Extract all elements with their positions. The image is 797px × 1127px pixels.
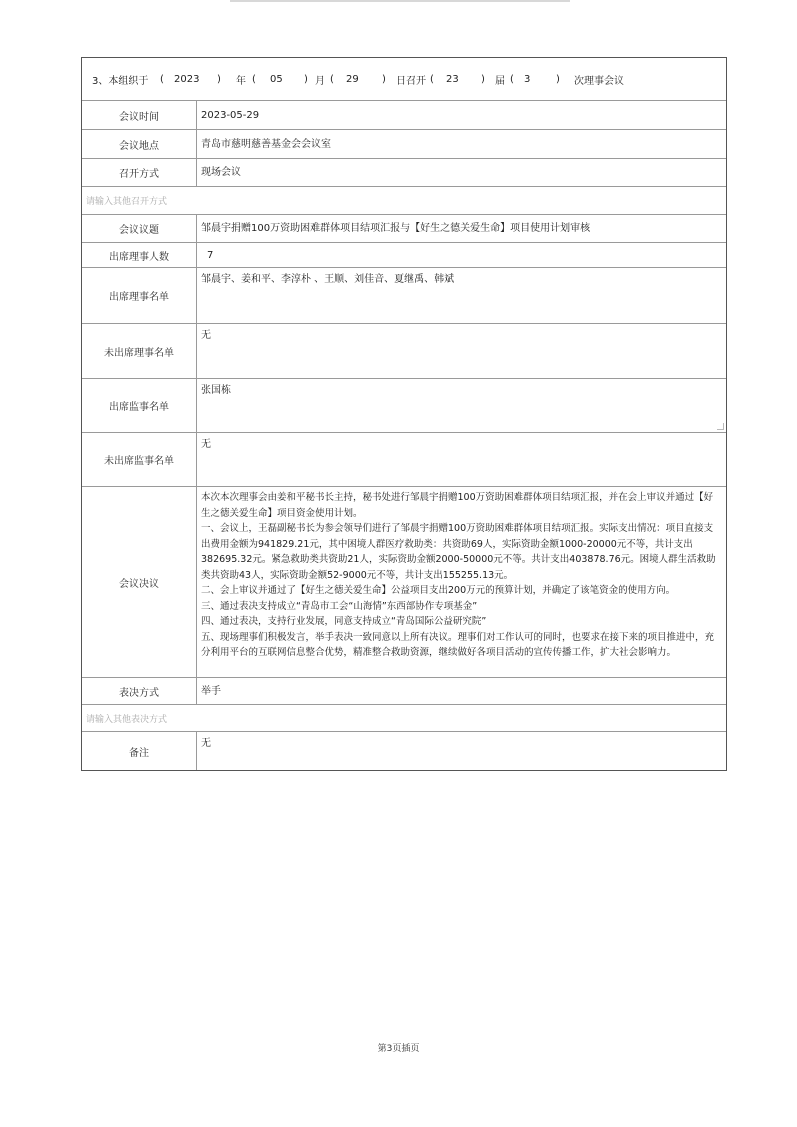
close-paren: ): [217, 73, 221, 85]
resolution-paragraph: 二、会上审议并通过了【好生之德关爱生命】公益项目支出200万元的预算计划，并确定了该笔资金的使用方向。: [201, 585, 676, 596]
row-remarks: [82, 732, 726, 770]
value-meeting-place[interactable]: 青岛市慈明慈善基金会会议室: [201, 138, 331, 150]
label-meeting-place: 会议地点: [82, 130, 197, 158]
other-vote-input[interactable]: 请输入其他表决方式: [86, 714, 168, 725]
row-meeting-topic: [82, 215, 726, 243]
row-absent-directors: [82, 324, 726, 379]
session-unit: 届: [495, 75, 505, 87]
row-resolution: [82, 487, 726, 678]
value-meeting-method[interactable]: 现场会议: [201, 167, 241, 178]
month-unit: 月: [315, 75, 325, 87]
label-present-directors: 出席理事名单: [82, 268, 197, 323]
year-unit: 年: [236, 75, 246, 87]
resolution-paragraph: 一、会议上，王磊副秘书长为参会领导们进行了邹晨宇捐赠100万资助困难群体项目结项汇报。实际支出情况：项目直接支出费用金额为941829.21元，其中困境人群医疗救助类：共资助69人，实际资助金额1000-20000元不等，共计支出382695.32元。紧急救助类共资助21人，实际资助金额2000-50000元不等。共计支出403878.76元。困境人群生活救助类共资助43人，实际资助金额52-9000元不等，共计支出155255.13元。: [201, 523, 716, 581]
label-present-supervisors: 出席监事名单: [82, 379, 197, 432]
label-meeting-method: 召开方式: [82, 159, 197, 186]
resolution-paragraph: 本次本次理事会由姜和平秘书长主持，秘书处进行邹晨宇捐赠100万资助困难群体项目结项汇报，并在会上审议并通过【好生之德关爱生命】项目资金使用计划。: [201, 492, 714, 519]
label-absent-directors: 未出席理事名单: [82, 324, 197, 378]
row-meeting-method: [82, 159, 726, 187]
header-prefix: 3、本组织于: [92, 75, 149, 87]
value-meeting-topic[interactable]: 邹晨宇捐赠100万资助困难群体项目结项汇报与【好生之德关爱生命】项目使用计划审核: [201, 223, 591, 234]
row-director-count: [82, 243, 726, 268]
label-resolution: 会议决议: [82, 487, 197, 677]
scan-shadow-top: [230, 0, 570, 2]
value-absent-supervisors[interactable]: 无: [201, 439, 211, 450]
meeting-header-row: [82, 58, 726, 101]
meeting-unit: 次理事会议: [574, 75, 624, 87]
row-absent-supervisors: [82, 433, 726, 487]
value-present-directors[interactable]: 邹晨宇、姜和平、李淳朴 、王顺、刘佳音、夏继禹、韩斌: [201, 274, 455, 285]
value-director-count[interactable]: 7: [207, 249, 214, 261]
meeting-year: 2023: [174, 73, 200, 85]
value-present-supervisors[interactable]: 张国栋: [201, 385, 231, 396]
page-footer: 第3页插页: [377, 1044, 420, 1054]
value-remarks[interactable]: 无: [201, 738, 211, 749]
open-paren: (: [510, 73, 514, 85]
row-other-method: [82, 187, 726, 215]
meeting-number: 3: [524, 73, 531, 85]
row-meeting-place: [82, 130, 726, 159]
resolution-paragraph: 四、通过表决，支持行业发展，同意支持成立“青岛国际公益研究院”: [201, 616, 487, 627]
open-paren: (: [160, 73, 164, 85]
day-unit: 日召开: [396, 75, 426, 87]
meeting-session: 23: [446, 73, 459, 85]
close-paren: ): [382, 73, 386, 85]
row-present-supervisors: [82, 379, 726, 433]
close-paren: ): [556, 73, 560, 85]
close-paren: ): [481, 73, 485, 85]
row-vote-method: [82, 678, 726, 705]
value-resolution[interactable]: [198, 487, 726, 677]
label-vote-method: 表决方式: [82, 678, 197, 704]
label-remarks: 备注: [82, 732, 197, 770]
label-meeting-time: 会议时间: [82, 101, 197, 129]
open-paren: (: [430, 73, 434, 85]
resolution-paragraph: 五、现场理事们积极发言，举手表决一致同意以上所有决议。理事们对工作认可的同时，也要求在接下来的项目推进中，充分利用平台的互联网信息整合优势，精准整合救助资源，继续做好各项目活动的宣传传播工作，扩大社会影响力。: [201, 631, 715, 658]
meeting-record-table: [81, 57, 727, 771]
meeting-day: 29: [346, 73, 359, 85]
row-meeting-time: [82, 101, 726, 130]
row-present-directors: [82, 268, 726, 324]
open-paren: (: [330, 73, 334, 85]
value-vote-method[interactable]: 举手: [201, 685, 221, 697]
resize-handle-icon[interactable]: [717, 423, 724, 430]
value-meeting-time[interactable]: 2023-05-29: [201, 109, 260, 121]
close-paren: ): [304, 73, 308, 85]
open-paren: (: [252, 73, 256, 85]
label-meeting-topic: 会议议题: [82, 215, 197, 242]
label-director-count: 出席理事人数: [82, 243, 197, 267]
row-other-vote: [82, 705, 726, 732]
meeting-month: 05: [270, 73, 283, 85]
resolution-paragraph: 三、通过表决支持成立“青岛市工会“山海情”东西部协作专项基金”: [201, 600, 478, 612]
other-method-input[interactable]: 请输入其他召开方式: [86, 197, 168, 207]
value-absent-directors[interactable]: 无: [201, 330, 211, 341]
label-absent-supervisors: 未出席监事名单: [82, 433, 197, 486]
